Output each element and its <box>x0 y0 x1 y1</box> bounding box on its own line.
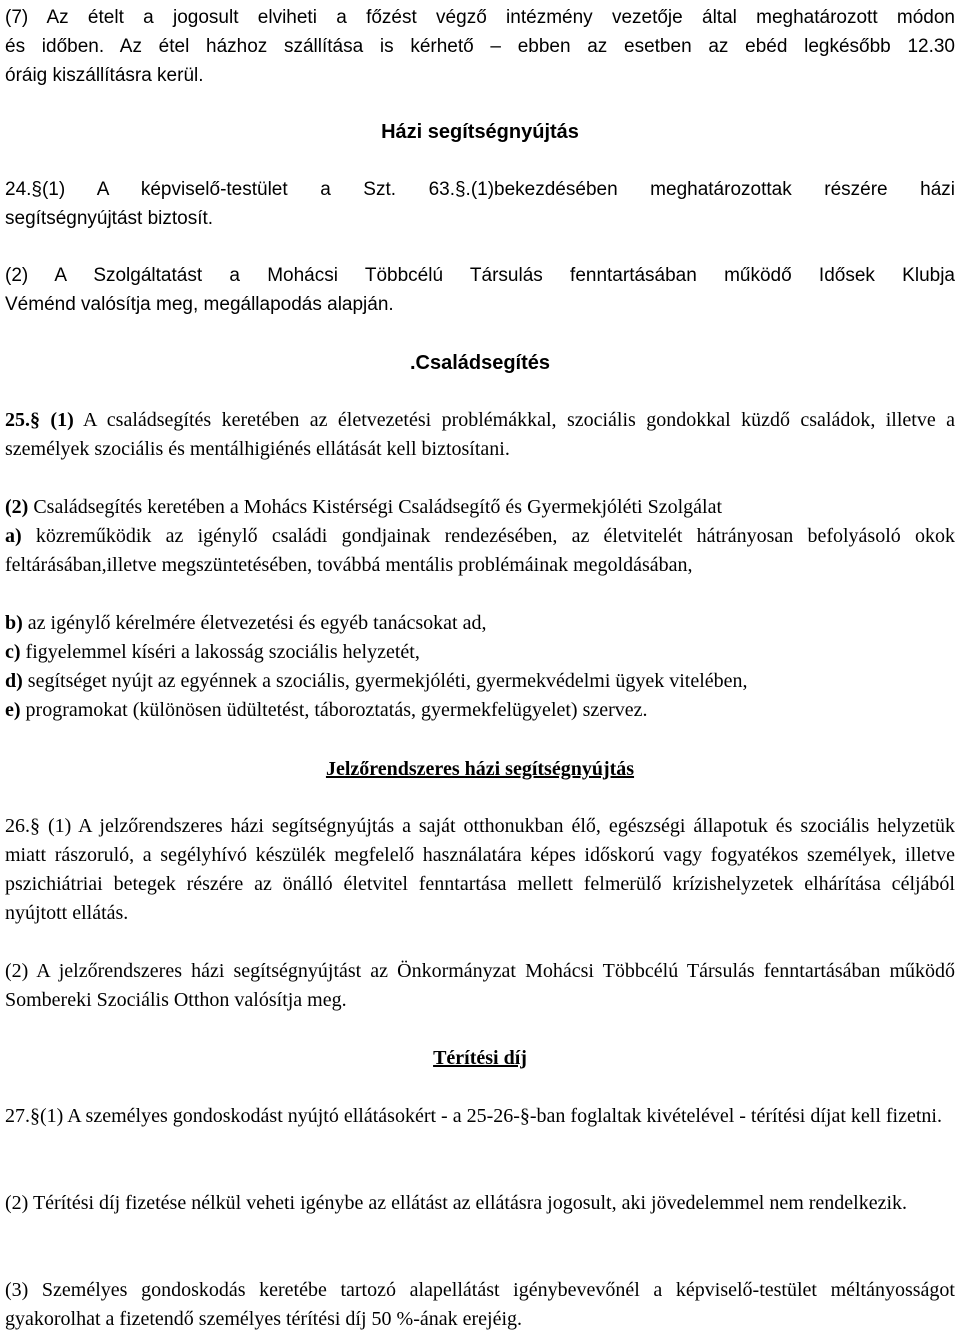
list-item-b-label: b) <box>5 612 23 634</box>
paragraph-7-line-2: és időben. Az étel házhoz szállítása is kérhető – ebben az esetben az ebéd legkésőbb 12.30 <box>5 36 955 57</box>
paragraph-24-2-line-1: (2) A Szolgáltatást a Mohácsi Többcélú Társulás fenntartásában működő Idősek Klubja <box>5 265 955 286</box>
heading-hazi-segitsegnyujtas: Házi segítségnyújtás <box>381 121 579 143</box>
list-item-d-label: d) <box>5 670 23 692</box>
paragraph-25-1-lead: 25.§ (1) <box>5 409 74 431</box>
paragraph-25-2-lead: (2) <box>5 496 29 518</box>
list-item-b-text: az igénylő kérelmére életvezetési és egyéb tanácsokat ad, <box>22 612 487 634</box>
paragraph-27-1: 27.§(1) A személyes gondoskodást nyújtó ellátásokért - a 25-26-§-ban foglaltak kivételével - térítési díjat kell fizetni. <box>5 1105 942 1127</box>
heading-jelzorendszeres-text: Jelzőrendszeres házi segítségnyújtás <box>325 758 635 780</box>
list-item-e <box>5 696 955 725</box>
paragraph-24-1 <box>5 175 955 233</box>
paragraph-7 <box>5 3 955 90</box>
list-item-e-label: e) <box>5 699 21 721</box>
paragraph-24-2-line-2: Véménd valósítja meg, megállapodás alapján. <box>5 294 394 315</box>
list-item-e-text: programokat (különösen üdültetést, táboroztatás, gyermekfelügyelet) szervez. <box>20 699 648 721</box>
paragraph-25-1-text: A családsegítés keretében az életvezetési problémákkal, szociális gondokkal küzdő családok, illetve a személyek szociális és mentálhigiénés ellátását kell biztosítani. <box>5 409 955 460</box>
paragraph-7-line-1: (7) Az ételt a jogosult elviheti a főzést végző intézmény vezetője által meghatározott módon <box>5 7 955 28</box>
heading-teritesi-dij-text: Térítési díj <box>433 1047 527 1069</box>
paragraph-25-1 <box>5 406 955 464</box>
paragraph-24-1-line-2: segítségnyújtást biztosít. <box>5 208 214 229</box>
paragraph-24-1-line-1: 24.§(1) A képviselő-testület a Szt. 63.§.(1)bekezdésében meghatározottak részére házi <box>5 179 955 200</box>
paragraph-25-2-text: Családsegítés keretében a Mohács Kistérségi Családsegítő és Gyermekjóléti Szolgálat <box>28 496 723 518</box>
paragraph-25-2 <box>5 493 955 522</box>
list-item-b <box>5 609 955 638</box>
list-item-c-text: figyelemmel kíséri a lakosság szociális helyzetét, <box>20 641 420 663</box>
list-item-d-text: segítséget nyújt az egyénnek a szociális, gyermekjóléti, gyermekvédelmi ügyek vitelében, <box>22 670 748 692</box>
heading-teritesi-dij <box>5 1044 955 1073</box>
paragraph-27-2: (2) Térítési díj fizetése nélkül veheti igénybe az ellátást az ellátásra jogosult, aki jövedelemmel nem rendelkezik. <box>5 1192 908 1214</box>
heading-jelzorendszeres <box>5 755 955 784</box>
paragraph-24-2 <box>5 261 955 319</box>
list-item-a-text: közreműködik az igénylő családi gondjainak rendezésében, az életvitelét hátrányosan befolyásoló okok feltárásában,illetve megszüntetésében, továbbá mentális problémáinak megoldásában, <box>5 525 955 576</box>
paragraph-26-1: 26.§ (1) A jelzőrendszeres házi segítségnyújtás a saját otthonukban élő, egészségi állapotuk és szociális helyzetük miatt rászoruló, a segélyhívó készülék megfelelő használatára képes időskorú vagy fogyatékos személyek, illetve pszichiátriai betegek részére az önálló életvitel fenntartása mellett felmerülő krízishelyzetek elhárítása céljából nyújtott ellátás. <box>5 815 955 924</box>
paragraph-27-3: (3) Személyes gondoskodás keretébe tartozó alapellátást igénybevevőnél a képviselő-testület méltányosságot gyakorolhat a fizetendő személyes térítési díj 50 %-ának erejéig. <box>5 1279 955 1330</box>
list-item-a <box>5 522 955 580</box>
paragraph-26-2: (2) A jelzőrendszeres házi segítségnyújtást az Önkormányzat Mohácsi Többcélú Társulás fenntartásában működő Sombereki Szociális Otthon valósítja meg. <box>5 960 955 1011</box>
list-item-d <box>5 667 955 696</box>
list-item-a-label: a) <box>5 525 22 547</box>
heading-csaladsegites: .Családsegítés <box>409 352 551 374</box>
paragraph-7-line-3: óráig kiszállításra kerül. <box>5 65 204 86</box>
list-item-c-label: c) <box>5 641 21 663</box>
list-item-c <box>5 638 955 667</box>
